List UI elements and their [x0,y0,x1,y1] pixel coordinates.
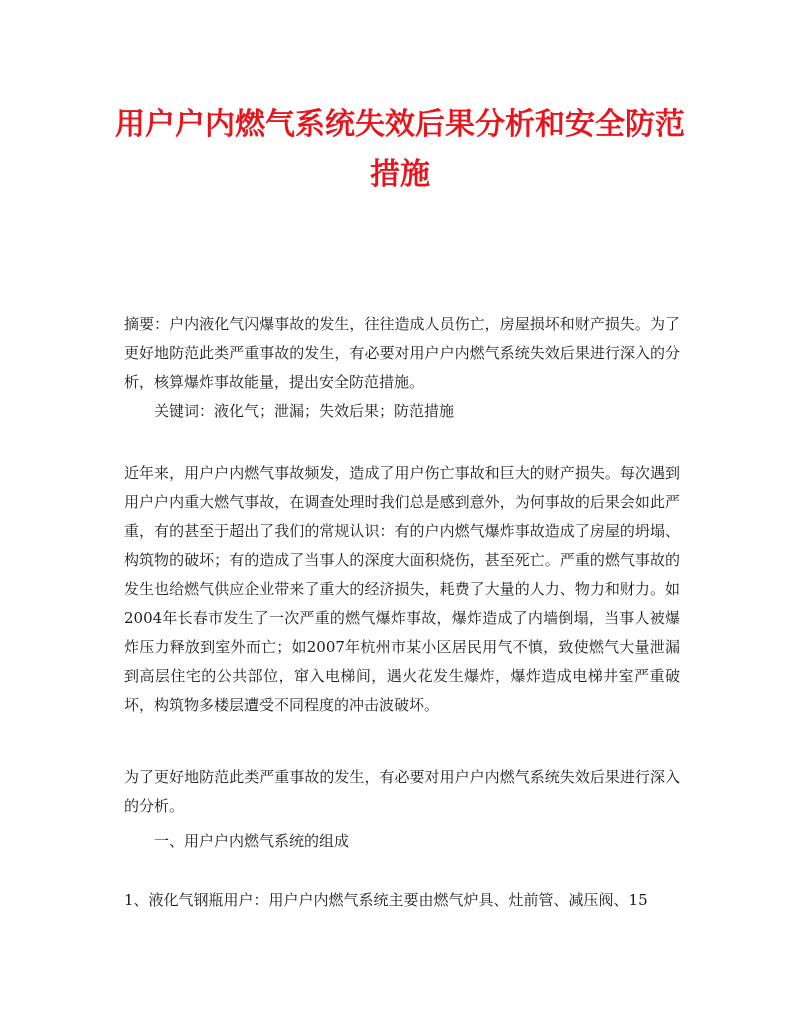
document-title: 用户户内燃气系统失效后果分析和安全防范措施 [115,107,685,192]
purpose-paragraph: 为了更好地防范此类严重事故的发生，有必要对用户户内燃气系统失效后果进行深入的分析。 [124,768,680,815]
keywords-line: 关键词：液化气；泄漏；失效后果；防范措施 [154,402,455,420]
intro-paragraph: 近年来，用户户内燃气事故频发，造成了用户伤亡事故和巨大的财产损失。每次遇到用户户内重大燃气事故，在调查处理时我们总是感到意外，为何事故的后果会如此严重，有的甚至于超出了我们的常规认识：有的户内燃气爆炸事故造成了房屋的坍塌、构筑物的破坏；有的造成了当事人的深度大面积烧伤，甚至死亡。严重的燃气事故的发生也给燃气供应企业带来了重大的经济损失，耗费了大量的人力、物力和财力。如2004年长春市发生了一次严重的燃气爆炸事故，爆炸造成了内墙倒塌，当事人被爆炸压力释放到室外而亡；如2007年杭州市某小区居民用气不慎，致使燃气大量泄漏到高层住宅的公共部位，窜入电梯间，遇火花发生爆炸，爆炸造成电梯井室严重破坏，构筑物多楼层遭受不同程度的冲击波破坏。 [124,464,680,714]
list-item-1: 1、液化气钢瓶用户：用户户内燃气系统主要由燃气炉具、灶前管、减压阀、15 [124,891,648,909]
section-heading: 一、用户户内燃气系统的组成 [154,832,350,850]
abstract-paragraph: 摘要：户内液化气闪爆事故的发生，往往造成人员伤亡，房屋损坏和财产损失。为了更好地防范此类严重事故的发生，有必要对用户户内燃气系统失效后果进行深入的分析，核算爆炸事故能量，提出安全防范措施。 [124,315,680,391]
